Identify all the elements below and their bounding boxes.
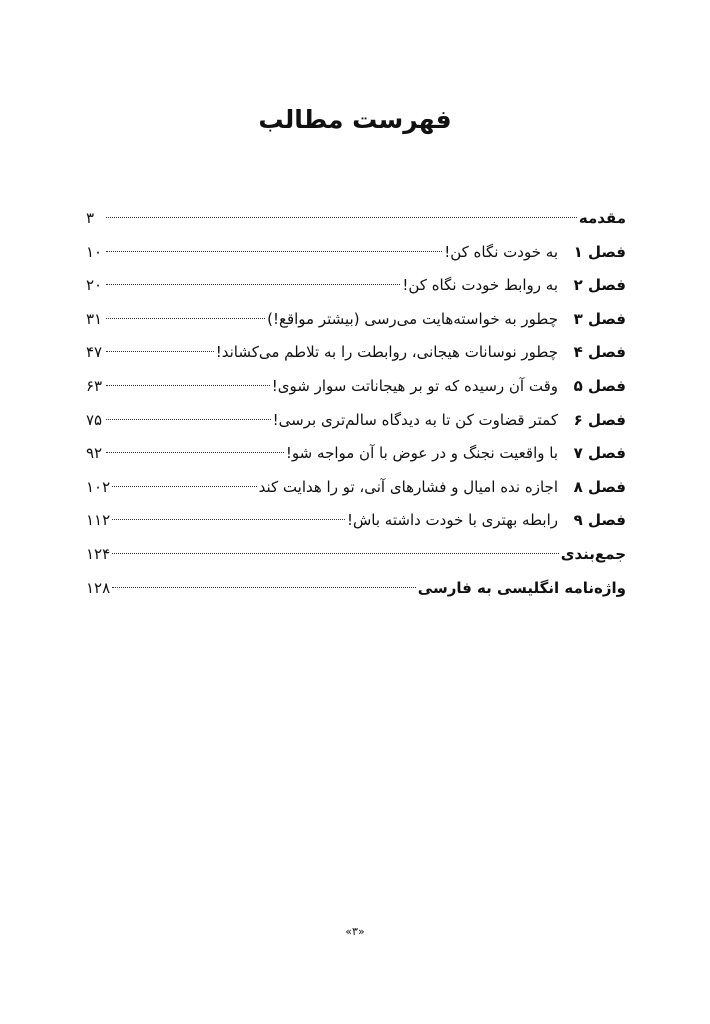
dot-leader [106, 384, 270, 386]
chapter-label: فصل ۱ [573, 242, 626, 261]
toc-page-number: ۶۳ [86, 376, 103, 395]
dot-leader [112, 552, 559, 554]
toc-page-number: ۲۰ [86, 276, 103, 295]
toc-page-number: ۷۵ [86, 410, 103, 429]
toc-entry-chapter-2[interactable] [86, 269, 626, 303]
toc-entry-chapter-7[interactable] [86, 437, 626, 471]
chapter-label: فصل ۳ [573, 309, 626, 328]
toc-entry-title: اجازه نده امیال و فشارهای آنی، تو را هدایت کند [258, 477, 558, 496]
dot-leader [106, 418, 271, 420]
toc-entry-title: رابطه بهتری با خودت داشته باش! [346, 511, 558, 530]
chapter-label: فصل ۵ [573, 376, 626, 395]
toc-page-number: ۱۲۴ [86, 544, 111, 563]
toc-entry-conclusion[interactable] [86, 538, 626, 572]
toc-entry-title: مقدمه [578, 209, 626, 227]
chapter-label: فصل ۸ [573, 477, 626, 496]
page-title: فهرست مطالب [258, 105, 452, 134]
dot-leader [112, 485, 256, 487]
toc-page-number: ۹۲ [86, 444, 103, 463]
toc-page-number: ۴۷ [86, 343, 103, 362]
table-of-contents [86, 202, 626, 605]
chapter-label: فصل ۶ [573, 410, 626, 429]
toc-page-number: ۳۱ [86, 309, 103, 328]
dot-leader [106, 283, 400, 285]
toc-entry-chapter-4[interactable] [86, 336, 626, 370]
toc-entry-title: وقت آن رسیده که تو بر هیجاناتت سوار شوی! [271, 376, 558, 395]
toc-page-number: ۱۰۲ [86, 477, 111, 496]
toc-entry-title: واژه‌نامه انگلیسی به فارسی [417, 578, 626, 597]
dot-leader [112, 586, 416, 588]
toc-entry-chapter-5[interactable] [86, 370, 626, 404]
dot-leader [106, 350, 214, 352]
chapter-label: فصل ۲ [573, 276, 626, 295]
toc-entry-title: با واقعیت نجنگ و در عوض با آن مواجه شو! [285, 444, 558, 463]
toc-entry-chapter-1[interactable] [86, 236, 626, 270]
dot-leader [106, 317, 265, 319]
toc-entry-glossary[interactable] [86, 572, 626, 606]
toc-page-number: ۳ [86, 209, 95, 227]
toc-page-number: ۱۰ [86, 242, 103, 261]
toc-entry-chapter-6[interactable] [86, 404, 626, 438]
toc-entry-intro[interactable] [86, 202, 626, 236]
toc-entry-title: به خودت نگاه کن! [444, 242, 558, 261]
toc-page-number: ۱۲۸ [86, 578, 111, 597]
toc-entry-title: چطور نوسانات هیجانی، روابطت را به تلاطم می‌کشاند! [215, 343, 558, 362]
dot-leader [106, 451, 284, 453]
chapter-label: فصل ۴ [573, 343, 626, 362]
toc-entry-title: کمتر قضاوت کن تا به دیدگاه سالم‌تری برسی! [272, 410, 558, 429]
footer-page-number: «۳» [345, 925, 365, 938]
toc-entry-chapter-9[interactable] [86, 504, 626, 538]
chapter-label: فصل ۷ [573, 444, 626, 463]
dot-leader [106, 250, 442, 252]
toc-entry-chapter-3[interactable] [86, 303, 626, 337]
toc-entry-title: جمع‌بندی [560, 544, 626, 563]
dot-leader [112, 518, 345, 520]
toc-entry-chapter-8[interactable] [86, 471, 626, 505]
toc-entry-title: به روابط خودت نگاه کن! [402, 276, 558, 295]
dot-leader [106, 216, 577, 218]
toc-entry-title: چطور به خواسته‌هایت می‌رسی (بیشتر مواقع!) [267, 309, 558, 328]
toc-page-number: ۱۱۲ [86, 511, 111, 530]
chapter-label: فصل ۹ [573, 511, 626, 530]
